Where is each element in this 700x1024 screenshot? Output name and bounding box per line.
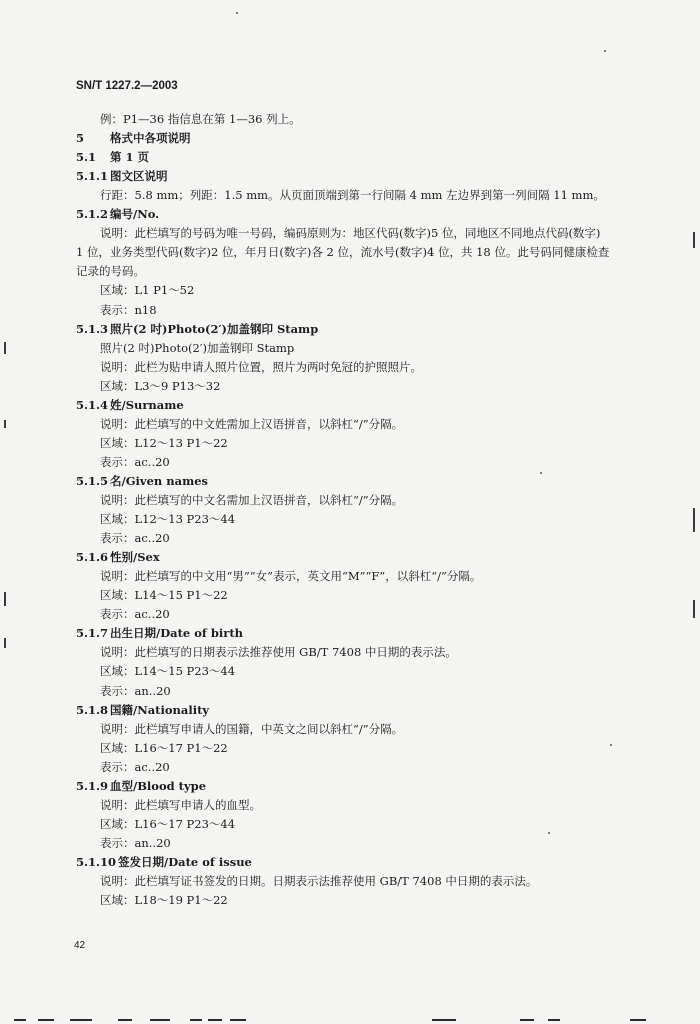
section-title: 性别/Sex	[110, 550, 160, 564]
body-line: 说明：此栏填写证书签发的日期。日期表示法推荐使用 GB/T 7408 中日期的表示法。	[100, 874, 538, 888]
scan-edge-mark	[150, 1019, 170, 1021]
section-heading	[76, 625, 243, 641]
section-heading	[76, 702, 209, 718]
body-line: 表示：n18	[100, 303, 157, 317]
body-line: 行距：5.8 mm；列距：1.5 mm。从页面顶端到第一行间隔 4 mm 左边界到第一列间隔 11 mm。	[100, 188, 605, 202]
margin-mark	[693, 232, 695, 248]
scan-edge-mark	[118, 1019, 132, 1021]
section-number: 5.1.5	[76, 474, 109, 488]
body-line: 说明：此栏填写的号码为唯一号码，编码原则为：地区代码(数字)5 位，同地区不同地点代码(数字)	[100, 226, 601, 240]
margin-mark	[4, 420, 6, 428]
scan-edge-mark	[432, 1019, 456, 1021]
section-heading	[76, 130, 191, 146]
section-number: 5.1.9	[76, 779, 109, 793]
section-heading	[76, 854, 252, 870]
standard-code-header: SN/T 1227.2—2003	[76, 80, 178, 92]
scan-speck	[540, 472, 542, 474]
body-line: 记录的号码。	[76, 264, 145, 278]
margin-mark	[4, 638, 6, 648]
section-title: 第 1 页	[110, 150, 150, 164]
section-heading	[76, 168, 168, 184]
body-line: 例：P1—36 指信息在第 1—36 列上。	[100, 112, 301, 126]
body-line: 表示：an..20	[100, 684, 171, 698]
scan-speck	[236, 12, 238, 14]
body-line: 区域：L14～15 P1～22	[100, 588, 228, 602]
body-line: 区域：L12～13 P23～44	[100, 512, 236, 526]
section-number: 5.1.2	[76, 207, 109, 221]
scan-speck	[548, 832, 550, 834]
body-line: 说明：此栏填写的日期表示法推荐使用 GB/T 7408 中日期的表示法。	[100, 645, 457, 659]
body-line: 表示：an..20	[100, 836, 171, 850]
scan-edge-mark	[208, 1019, 222, 1021]
section-heading	[76, 549, 160, 565]
section-heading	[76, 206, 159, 222]
scan-edge-mark	[548, 1019, 560, 1021]
body-line: 区域：L14～15 P23～44	[100, 664, 236, 678]
body-line: 区域：L1 P1～52	[100, 283, 195, 297]
section-number: 5.1.8	[76, 703, 109, 717]
section-title: 国籍/Nationality	[110, 703, 210, 717]
margin-mark	[693, 600, 695, 618]
body-line: 表示：ac..20	[100, 531, 170, 545]
body-line: 说明：此栏填写的中文姓需加上汉语拼音，以斜杠“/”分隔。	[100, 417, 404, 431]
section-title: 格式中各项说明	[110, 131, 191, 145]
body-line: 说明：此栏填写的中文名需加上汉语拼音，以斜杠“/”分隔。	[100, 493, 404, 507]
scan-edge-mark	[230, 1019, 246, 1021]
section-number: 5	[76, 131, 85, 145]
margin-mark	[4, 342, 6, 354]
section-title: 姓/Surname	[110, 398, 184, 412]
section-title: 编号/No.	[110, 207, 160, 221]
body-line: 说明：此栏填写申请人的国籍，中英文之间以斜杠“/”分隔。	[100, 722, 404, 736]
body-line: 表示：ac..20	[100, 455, 170, 469]
body-line: 区域：L16～17 P23～44	[100, 817, 236, 831]
body-line: 区域：L16～17 P1～22	[100, 741, 228, 755]
scan-speck	[604, 50, 606, 52]
section-heading	[76, 149, 149, 165]
body-line: 说明：此栏填写的中文用“男”“女”表示，英文用“M”“F”，以斜杠“/”分隔。	[100, 569, 482, 583]
section-title: 名/Given names	[110, 474, 209, 488]
body-line: 区域：L18～19 P1～22	[100, 893, 228, 907]
section-title: 出生日期/Date of birth	[110, 626, 244, 640]
scan-edge-mark	[520, 1019, 534, 1021]
section-title: 照片(2 吋)Photo(2′)加盖钢印 Stamp	[110, 322, 319, 336]
section-number: 5.1.1	[76, 169, 109, 183]
body-line: 说明：此栏为贴申请人照片位置，照片为两吋免冠的护照照片。	[100, 360, 422, 374]
section-number: 5.1.7	[76, 626, 109, 640]
section-heading	[76, 321, 318, 337]
section-number: 5.1.10	[76, 855, 117, 869]
scan-speck	[610, 744, 612, 746]
body-line: 区域：L12～13 P1～22	[100, 436, 228, 450]
section-number: 5.1.3	[76, 322, 109, 336]
section-heading	[76, 473, 208, 489]
scan-edge-mark	[14, 1019, 26, 1021]
body-line: 照片(2 吋)Photo(2′)加盖钢印 Stamp	[100, 341, 295, 355]
scan-edge-mark	[38, 1019, 54, 1021]
body-line: 区域：L3～9 P13～32	[100, 379, 221, 393]
body-line: 说明：此栏填写申请人的血型。	[100, 798, 261, 812]
body-line: 表示：ac..20	[100, 607, 170, 621]
section-number: 5.1.6	[76, 550, 109, 564]
scan-edge-mark	[630, 1019, 646, 1021]
scan-edge-mark	[70, 1019, 92, 1021]
body-line: 表示：ac..20	[100, 760, 170, 774]
section-number: 5.1	[76, 150, 97, 164]
margin-mark	[693, 508, 695, 532]
section-title: 图文区说明	[110, 169, 168, 183]
scan-edge-mark	[190, 1019, 202, 1021]
section-title: 血型/Blood type	[110, 779, 207, 793]
section-heading	[76, 397, 184, 413]
margin-mark	[4, 592, 6, 606]
page-number: 42	[74, 940, 86, 951]
section-title: 签发日期/Date of issue	[118, 855, 252, 869]
section-number: 5.1.4	[76, 398, 109, 412]
body-line: 1 位，业务类型代码(数字)2 位，年月日(数字)各 2 位，流水号(数字)4 位，共 18 位。此号码同健康检查	[76, 245, 610, 259]
section-heading	[76, 778, 206, 794]
